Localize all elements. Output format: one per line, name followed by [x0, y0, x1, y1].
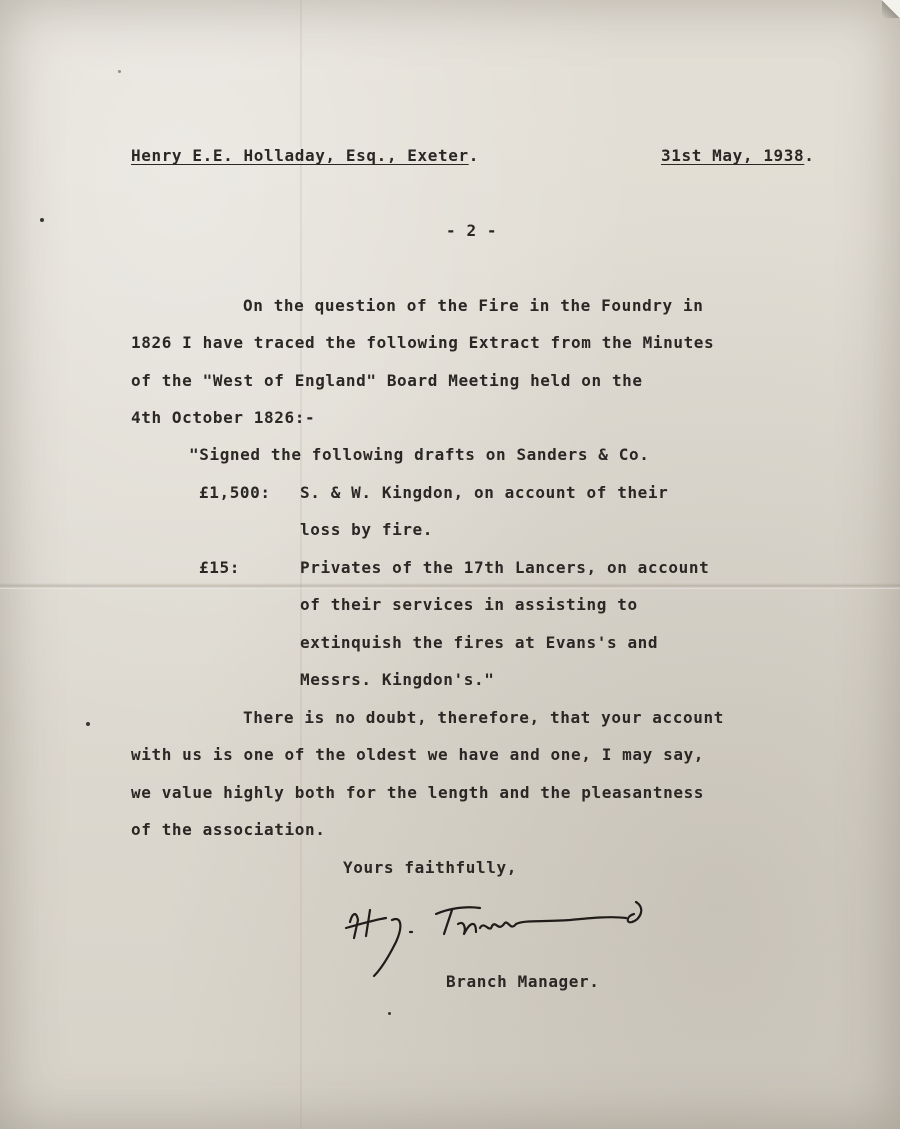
- entry-line: of their services in assisting to: [300, 595, 638, 614]
- date-text: 31st May, 1938: [661, 146, 805, 165]
- entry-line: S. & W. Kingdon, on account of their: [300, 483, 669, 502]
- entry-line: loss by fire.: [300, 520, 434, 539]
- entry-amount: £15:: [199, 558, 240, 577]
- handwritten-signature: [340, 890, 650, 980]
- quote-intro: "Signed the following drafts on Sanders & Co.: [189, 445, 650, 464]
- paper-fold-line: [0, 583, 900, 589]
- folded-corner: [882, 0, 900, 18]
- paper-speck: [40, 218, 44, 222]
- letter-header-addressee: [131, 146, 479, 166]
- date-period: .: [804, 146, 815, 165]
- para2-line-3: we value highly both for the length and the pleasantness: [131, 783, 705, 802]
- para1-line-1: On the question of the Fire in the Foundry in: [243, 296, 704, 315]
- para1-line-3: of the "West of England" Board Meeting held on the: [131, 371, 643, 390]
- paper-speck: [86, 722, 90, 726]
- para2-line-2: with us is one of the oldest we have and one, I may say,: [131, 745, 705, 764]
- letter-header-date: [661, 146, 815, 166]
- addressee-period: .: [468, 146, 479, 165]
- addressee-text: Henry E.E. Holladay, Esq., Exeter: [131, 146, 469, 165]
- para1-line-4: 4th October 1826:-: [131, 408, 316, 427]
- para2-line-1: There is no doubt, therefore, that your account: [243, 708, 724, 727]
- paper-speck: [388, 1012, 391, 1015]
- signatory-title: Branch Manager.: [446, 972, 600, 991]
- entry-line: Privates of the 17th Lancers, on account: [300, 558, 710, 577]
- page-number: - 2 -: [446, 221, 498, 240]
- para1-line-2: 1826 I have traced the following Extract from the Minutes: [131, 333, 715, 352]
- entry-line: extinquish the fires at Evans's and: [300, 633, 659, 652]
- paper-speck: [118, 70, 121, 73]
- valediction: Yours faithfully,: [343, 858, 517, 877]
- entry-line: Messrs. Kingdon's.": [300, 670, 495, 689]
- para2-line-4: of the association.: [131, 820, 326, 839]
- entry-amount: £1,500:: [199, 483, 271, 502]
